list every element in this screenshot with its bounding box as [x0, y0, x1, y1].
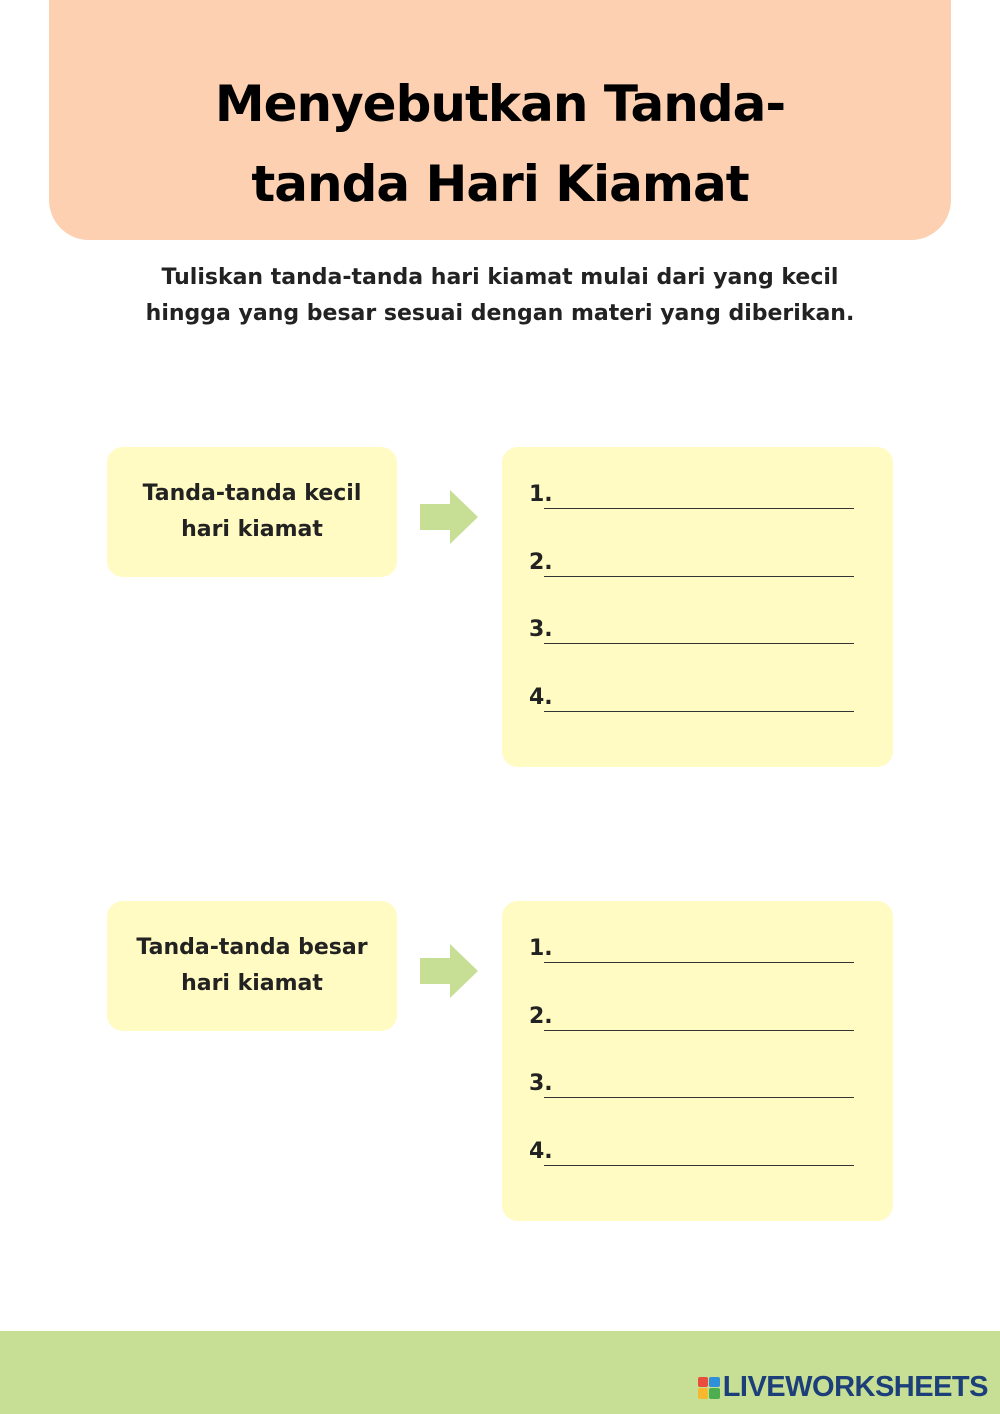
answer-number: 4. [529, 1139, 553, 1164]
answer-number: 3. [529, 617, 553, 642]
answer-underline [544, 508, 854, 509]
title-line-1: Menyebutkan Tanda- [214, 75, 786, 133]
answer-field-3[interactable] [529, 604, 854, 644]
page-title [49, 64, 951, 224]
big-signs-answer-box [502, 901, 893, 1221]
small-signs-label-box [107, 447, 397, 577]
answer-field-2[interactable] [529, 537, 854, 577]
instructions [80, 260, 920, 332]
answer-number: 2. [529, 550, 553, 575]
answer-underline [544, 711, 854, 712]
answer-field-4[interactable] [529, 1126, 854, 1166]
answer-underline [544, 1030, 854, 1031]
instructions-line-2: hingga yang besar sesuai dengan materi yang diberikan. [145, 301, 855, 326]
big-signs-label-line-2: hari kiamat [181, 971, 323, 996]
small-signs-label-line-2: hari kiamat [181, 517, 323, 542]
answer-underline [544, 1097, 854, 1098]
small-signs-label-line-1: Tanda-tanda kecil [142, 481, 362, 506]
answer-underline [544, 576, 854, 577]
liveworksheets-brand[interactable] [698, 1371, 988, 1404]
answer-underline [544, 1165, 854, 1166]
header-banner [49, 0, 951, 240]
instructions-line-1: Tuliskan tanda-tanda hari kiamat mulai dari yang kecil [161, 265, 839, 290]
big-signs-label-box [107, 901, 397, 1031]
answer-number: 2. [529, 1004, 553, 1029]
brand-name: LIVEWORKSHEETS [722, 1371, 988, 1403]
title-line-2: tanda Hari Kiamat [251, 155, 749, 213]
answer-underline [544, 962, 854, 963]
answer-number: 4. [529, 685, 553, 710]
liveworksheets-logo-icon [698, 1377, 720, 1399]
answer-number: 3. [529, 1071, 553, 1096]
small-signs-answer-box [502, 447, 893, 767]
answer-number: 1. [529, 482, 553, 507]
answer-underline [544, 643, 854, 644]
arrow-right-icon [420, 488, 480, 548]
answer-field-3[interactable] [529, 1058, 854, 1098]
answer-field-4[interactable] [529, 672, 854, 712]
big-signs-label-line-1: Tanda-tanda besar [136, 935, 368, 960]
answer-field-1[interactable] [529, 469, 854, 509]
answer-field-2[interactable] [529, 991, 854, 1031]
answer-field-1[interactable] [529, 923, 854, 963]
footer-bar [0, 1331, 1000, 1414]
answer-number: 1. [529, 936, 553, 961]
arrow-right-icon [420, 942, 480, 1002]
